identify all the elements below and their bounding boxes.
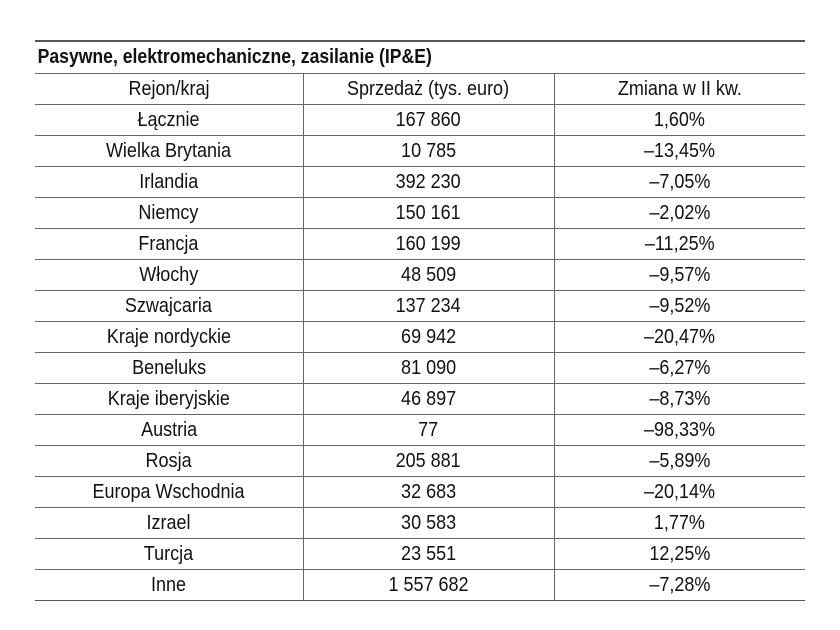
region-cell-value: Szwajcaria bbox=[125, 294, 213, 317]
change-cell-value: 12,25% bbox=[649, 542, 711, 565]
column-header-region-label: Rejon/kraj bbox=[128, 77, 210, 100]
table-row bbox=[35, 198, 805, 229]
region-cell bbox=[35, 539, 303, 570]
sales-cell-value: 137 234 bbox=[395, 294, 462, 317]
sales-cell-value: 23 551 bbox=[400, 542, 457, 565]
header-row bbox=[35, 74, 805, 105]
change-cell bbox=[554, 415, 805, 446]
change-cell bbox=[554, 508, 805, 539]
sales-cell-value: 69 942 bbox=[400, 325, 457, 348]
sales-cell bbox=[303, 260, 554, 291]
region-cell bbox=[35, 322, 303, 353]
table-row bbox=[35, 446, 805, 477]
sales-cell bbox=[303, 229, 554, 260]
sales-cell-value: 48 509 bbox=[400, 263, 457, 286]
column-header-sales-label: Sprzedaż (tys. euro) bbox=[347, 77, 510, 100]
sales-cell-value: 46 897 bbox=[400, 387, 457, 410]
region-cell-value: Kraje iberyjskie bbox=[107, 387, 230, 410]
region-cell-value: Kraje nordyckie bbox=[106, 325, 231, 348]
sales-cell-value: 160 199 bbox=[395, 232, 462, 255]
change-cell bbox=[554, 446, 805, 477]
table-row bbox=[35, 508, 805, 539]
sales-cell-value: 77 bbox=[418, 418, 439, 441]
change-cell bbox=[554, 198, 805, 229]
sales-cell bbox=[303, 477, 554, 508]
region-cell-value: Austria bbox=[140, 418, 197, 441]
region-cell bbox=[35, 229, 303, 260]
change-cell-value: –9,52% bbox=[649, 294, 711, 317]
column-header-region bbox=[35, 74, 303, 105]
change-cell bbox=[554, 539, 805, 570]
sales-cell-value: 10 785 bbox=[400, 139, 457, 162]
sales-cell bbox=[303, 198, 554, 229]
sales-table-container bbox=[35, 40, 805, 601]
change-cell-value: –20,47% bbox=[644, 325, 716, 348]
change-cell bbox=[554, 353, 805, 384]
sales-cell-value: 81 090 bbox=[400, 356, 457, 379]
change-cell bbox=[554, 384, 805, 415]
table-row bbox=[35, 322, 805, 353]
column-header-sales bbox=[303, 74, 554, 105]
change-cell bbox=[554, 322, 805, 353]
region-cell bbox=[35, 105, 303, 136]
change-cell bbox=[554, 477, 805, 508]
change-cell bbox=[554, 260, 805, 291]
sales-cell bbox=[303, 508, 554, 539]
table-row bbox=[35, 105, 805, 136]
region-cell-value: Łącznie bbox=[137, 108, 200, 131]
sales-cell bbox=[303, 105, 554, 136]
sales-cell bbox=[303, 415, 554, 446]
change-cell-value: –7,28% bbox=[649, 573, 711, 596]
table-row bbox=[35, 136, 805, 167]
sales-cell bbox=[303, 167, 554, 198]
sales-cell bbox=[303, 539, 554, 570]
change-cell-value: –11,25% bbox=[644, 232, 715, 255]
region-cell-value: Beneluks bbox=[131, 356, 206, 379]
table-title: Pasywne, elektromechaniczne, zasilanie (IP&E) bbox=[37, 46, 432, 68]
region-cell bbox=[35, 136, 303, 167]
column-header-change-label: Zmiana w II kw. bbox=[617, 77, 742, 100]
region-cell bbox=[35, 198, 303, 229]
change-cell-value: 1,60% bbox=[654, 108, 706, 131]
region-cell bbox=[35, 353, 303, 384]
region-cell-value: Europa Wschodnia bbox=[92, 480, 245, 503]
region-cell bbox=[35, 477, 303, 508]
sales-cell-value: 205 881 bbox=[395, 449, 462, 472]
region-cell bbox=[35, 260, 303, 291]
sales-cell-value: 392 230 bbox=[395, 170, 462, 193]
region-cell-value: Irlandia bbox=[139, 170, 199, 193]
change-cell-value: –98,33% bbox=[644, 418, 716, 441]
region-cell-value: Rosja bbox=[145, 449, 192, 472]
sales-cell bbox=[303, 446, 554, 477]
sales-cell bbox=[303, 353, 554, 384]
table-row bbox=[35, 570, 805, 601]
region-cell bbox=[35, 167, 303, 198]
sales-cell-value: 32 683 bbox=[400, 480, 457, 503]
region-cell bbox=[35, 446, 303, 477]
table-row bbox=[35, 539, 805, 570]
region-cell-value: Turcja bbox=[144, 542, 194, 565]
table-body bbox=[35, 105, 805, 601]
change-cell-value: –2,02% bbox=[649, 201, 711, 224]
change-cell-value: –13,45% bbox=[644, 139, 716, 162]
region-cell bbox=[35, 415, 303, 446]
sales-cell bbox=[303, 136, 554, 167]
sales-cell bbox=[303, 291, 554, 322]
sales-table bbox=[35, 73, 805, 601]
table-row bbox=[35, 415, 805, 446]
sales-cell-value: 1 557 682 bbox=[388, 573, 469, 596]
change-cell bbox=[554, 570, 805, 601]
table-row bbox=[35, 291, 805, 322]
table-row bbox=[35, 229, 805, 260]
change-cell-value: –9,57% bbox=[649, 263, 711, 286]
change-cell-value: –7,05% bbox=[649, 170, 711, 193]
change-cell-value: 1,77% bbox=[654, 511, 706, 534]
sales-cell bbox=[303, 384, 554, 415]
table-row bbox=[35, 384, 805, 415]
change-cell-value: –20,14% bbox=[644, 480, 716, 503]
region-cell bbox=[35, 508, 303, 539]
table-row bbox=[35, 167, 805, 198]
change-cell bbox=[554, 291, 805, 322]
region-cell bbox=[35, 384, 303, 415]
sales-cell bbox=[303, 322, 554, 353]
region-cell-value: Izrael bbox=[146, 511, 191, 534]
change-cell-value: –6,27% bbox=[649, 356, 711, 379]
region-cell-value: Inne bbox=[151, 573, 187, 596]
region-cell bbox=[35, 291, 303, 322]
sales-cell bbox=[303, 570, 554, 601]
change-cell bbox=[554, 167, 805, 198]
change-cell bbox=[554, 136, 805, 167]
sales-cell-value: 167 860 bbox=[395, 108, 462, 131]
table-header bbox=[35, 74, 805, 105]
change-cell-value: –5,89% bbox=[649, 449, 711, 472]
region-cell-value: Francja bbox=[138, 232, 199, 255]
table-row bbox=[35, 477, 805, 508]
region-cell bbox=[35, 570, 303, 601]
region-cell-value: Niemcy bbox=[138, 201, 199, 224]
change-cell-value: –8,73% bbox=[649, 387, 711, 410]
table-row bbox=[35, 353, 805, 384]
change-cell bbox=[554, 229, 805, 260]
sales-cell-value: 150 161 bbox=[395, 201, 462, 224]
region-cell-value: Wielka Brytania bbox=[106, 139, 232, 162]
region-cell-value: Włochy bbox=[139, 263, 199, 286]
table-row bbox=[35, 260, 805, 291]
column-header-change bbox=[554, 74, 805, 105]
change-cell bbox=[554, 105, 805, 136]
sales-cell-value: 30 583 bbox=[400, 511, 457, 534]
